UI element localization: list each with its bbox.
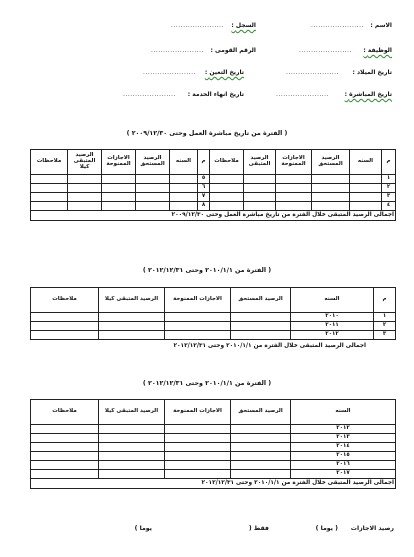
s3-h-due: الرصيد المستحق bbox=[231, 400, 291, 425]
end-label: تاريخ انهاء الخدمة : bbox=[187, 91, 244, 98]
s1-num2: ٨ bbox=[198, 202, 210, 211]
start-label: تاريخ المباشرة : bbox=[344, 91, 392, 98]
s3-year: ٢٠١٤ bbox=[291, 443, 396, 452]
section3-title: ( الفترة من ٢٠١٠/١/١ وحتى ٢٠١٢/١٢/٣١ ) bbox=[142, 380, 272, 387]
table-row bbox=[31, 184, 396, 193]
section2-total: اجمالى الرصيد المتبقى خلال الفترة من ٢٠١٠/١/١ وحتى ٢٠١٢/١٢/٣١ bbox=[173, 343, 366, 349]
s3-year: ٢٠١٢ bbox=[291, 425, 396, 434]
s3-year: ٢٠١٧ bbox=[291, 470, 396, 479]
s2-h-num: م bbox=[374, 288, 396, 313]
s1-h-year2: السنه bbox=[170, 150, 198, 175]
s1-num: ٤ bbox=[382, 202, 396, 211]
appoint-dots: ...................... bbox=[143, 69, 196, 76]
s1-h-granted2: الاجازات الممنوحة bbox=[102, 150, 136, 175]
s3-h-granted: الاجازات الممنوحة bbox=[165, 400, 231, 425]
table-row bbox=[31, 461, 396, 470]
s1-h-num2: م bbox=[198, 150, 210, 175]
s3-h-year: السنه bbox=[291, 400, 396, 425]
table-row bbox=[31, 175, 396, 184]
only-days: يوما ) bbox=[134, 525, 152, 532]
s2-year: ٢٠١٠ bbox=[291, 313, 374, 322]
section3-total: اجمالى الرصيد المتبقى خلال الفترة من ٢٠١٠/١/١ وحتى ٢٠١٢/١٢/٣١ bbox=[31, 479, 396, 489]
name-dots: ...................... bbox=[311, 22, 364, 29]
s2-year: ٢٠١٢ bbox=[291, 331, 374, 340]
section1-total: اجمالى الرصيد المتبقى خلال الفترة من تاريخ مباشرة العمل وحتى ٢٠٠٩/١٢/٣٠ bbox=[31, 211, 396, 221]
job-dots: ...................... bbox=[299, 47, 352, 54]
s2-h-remain: الرصيد المتبقى كيلا bbox=[99, 288, 165, 313]
s3-h-notes: ملاحظات bbox=[31, 400, 99, 425]
appoint-label: تاريخ التعين : bbox=[204, 69, 244, 76]
s2-h-granted: الاجازات الممنوحة bbox=[165, 288, 231, 313]
section2-table bbox=[30, 287, 396, 340]
table-row bbox=[31, 452, 396, 461]
start-dots: ...................... bbox=[276, 91, 329, 98]
s2-num: ٢ bbox=[374, 322, 396, 331]
reg-dots: ...................... bbox=[171, 22, 224, 29]
table-row bbox=[31, 443, 396, 452]
s2-num: ٣ bbox=[374, 331, 396, 340]
s3-year: ٢٠١٥ bbox=[291, 452, 396, 461]
table-row bbox=[31, 331, 396, 340]
s1-h-due2: الرصيد المستحق bbox=[136, 150, 170, 175]
s3-year: ٢٠١٦ bbox=[291, 461, 396, 470]
section2-title: ( الفترة من ٢٠١٠/١/١ وحتى ٢٠١٢/١٢/٣١ ) bbox=[142, 267, 272, 274]
s1-h-notes2: ملاحظات bbox=[31, 150, 68, 175]
s1-h-due: الرصيد المستحق bbox=[312, 150, 350, 175]
s1-h-num: م bbox=[382, 150, 396, 175]
s1-h-year: السنه bbox=[350, 150, 382, 175]
s1-num2: ٦ bbox=[198, 184, 210, 193]
s1-h-granted: الاجازات الممنوحة bbox=[276, 150, 312, 175]
national-dots: ...................... bbox=[151, 47, 204, 54]
section3-table bbox=[30, 399, 396, 489]
s1-h-remain2: الرصيد المتبقى كيلا bbox=[68, 150, 102, 175]
table-row bbox=[31, 425, 396, 434]
end-dots: ...................... bbox=[123, 91, 176, 98]
table-row bbox=[31, 202, 396, 211]
section1-table bbox=[30, 149, 396, 221]
table-row bbox=[31, 322, 396, 331]
s2-num: ١ bbox=[374, 313, 396, 322]
s1-num: ٢ bbox=[382, 184, 396, 193]
reg-label: السجل : bbox=[231, 22, 256, 29]
job-label: الوظيفة : bbox=[363, 47, 392, 54]
balance-days: ( يوما ) bbox=[315, 525, 338, 532]
s1-h-notes: ملاحظات bbox=[210, 150, 244, 175]
only-label: فقط ( bbox=[248, 525, 269, 532]
section1-title: ( الفترة من تاريخ مباشرة العمل وحتى ٢٠٠٩/١٢/٣٠ ) bbox=[126, 130, 288, 137]
table-row bbox=[31, 434, 396, 443]
s1-h-remain: الرصيد المتبقى bbox=[244, 150, 276, 175]
s2-year: ٢٠١١ bbox=[291, 322, 374, 331]
birth-label: تاريخ الميلاد : bbox=[352, 69, 392, 76]
s1-num: ٣ bbox=[382, 193, 396, 202]
s1-num: ١ bbox=[382, 175, 396, 184]
birth-dots: ...................... bbox=[286, 69, 339, 76]
table-row bbox=[31, 313, 396, 322]
s2-h-notes: ملاحظات bbox=[31, 288, 99, 313]
national-label: الرقم القومى : bbox=[210, 47, 256, 54]
s1-num2: ٧ bbox=[198, 193, 210, 202]
s2-h-year: السنه bbox=[291, 288, 374, 313]
s3-year: ٢٠١٣ bbox=[291, 434, 396, 443]
name-label: الاسم : bbox=[370, 22, 392, 29]
s3-h-remain: الرصيد المتبقى كيلا bbox=[99, 400, 165, 425]
balance-label: رصيد الاجازات bbox=[350, 525, 394, 532]
s2-h-due: الرصيد المستحق bbox=[231, 288, 291, 313]
table-row bbox=[31, 470, 396, 479]
table-row bbox=[31, 193, 396, 202]
s1-num2: ٥ bbox=[198, 175, 210, 184]
